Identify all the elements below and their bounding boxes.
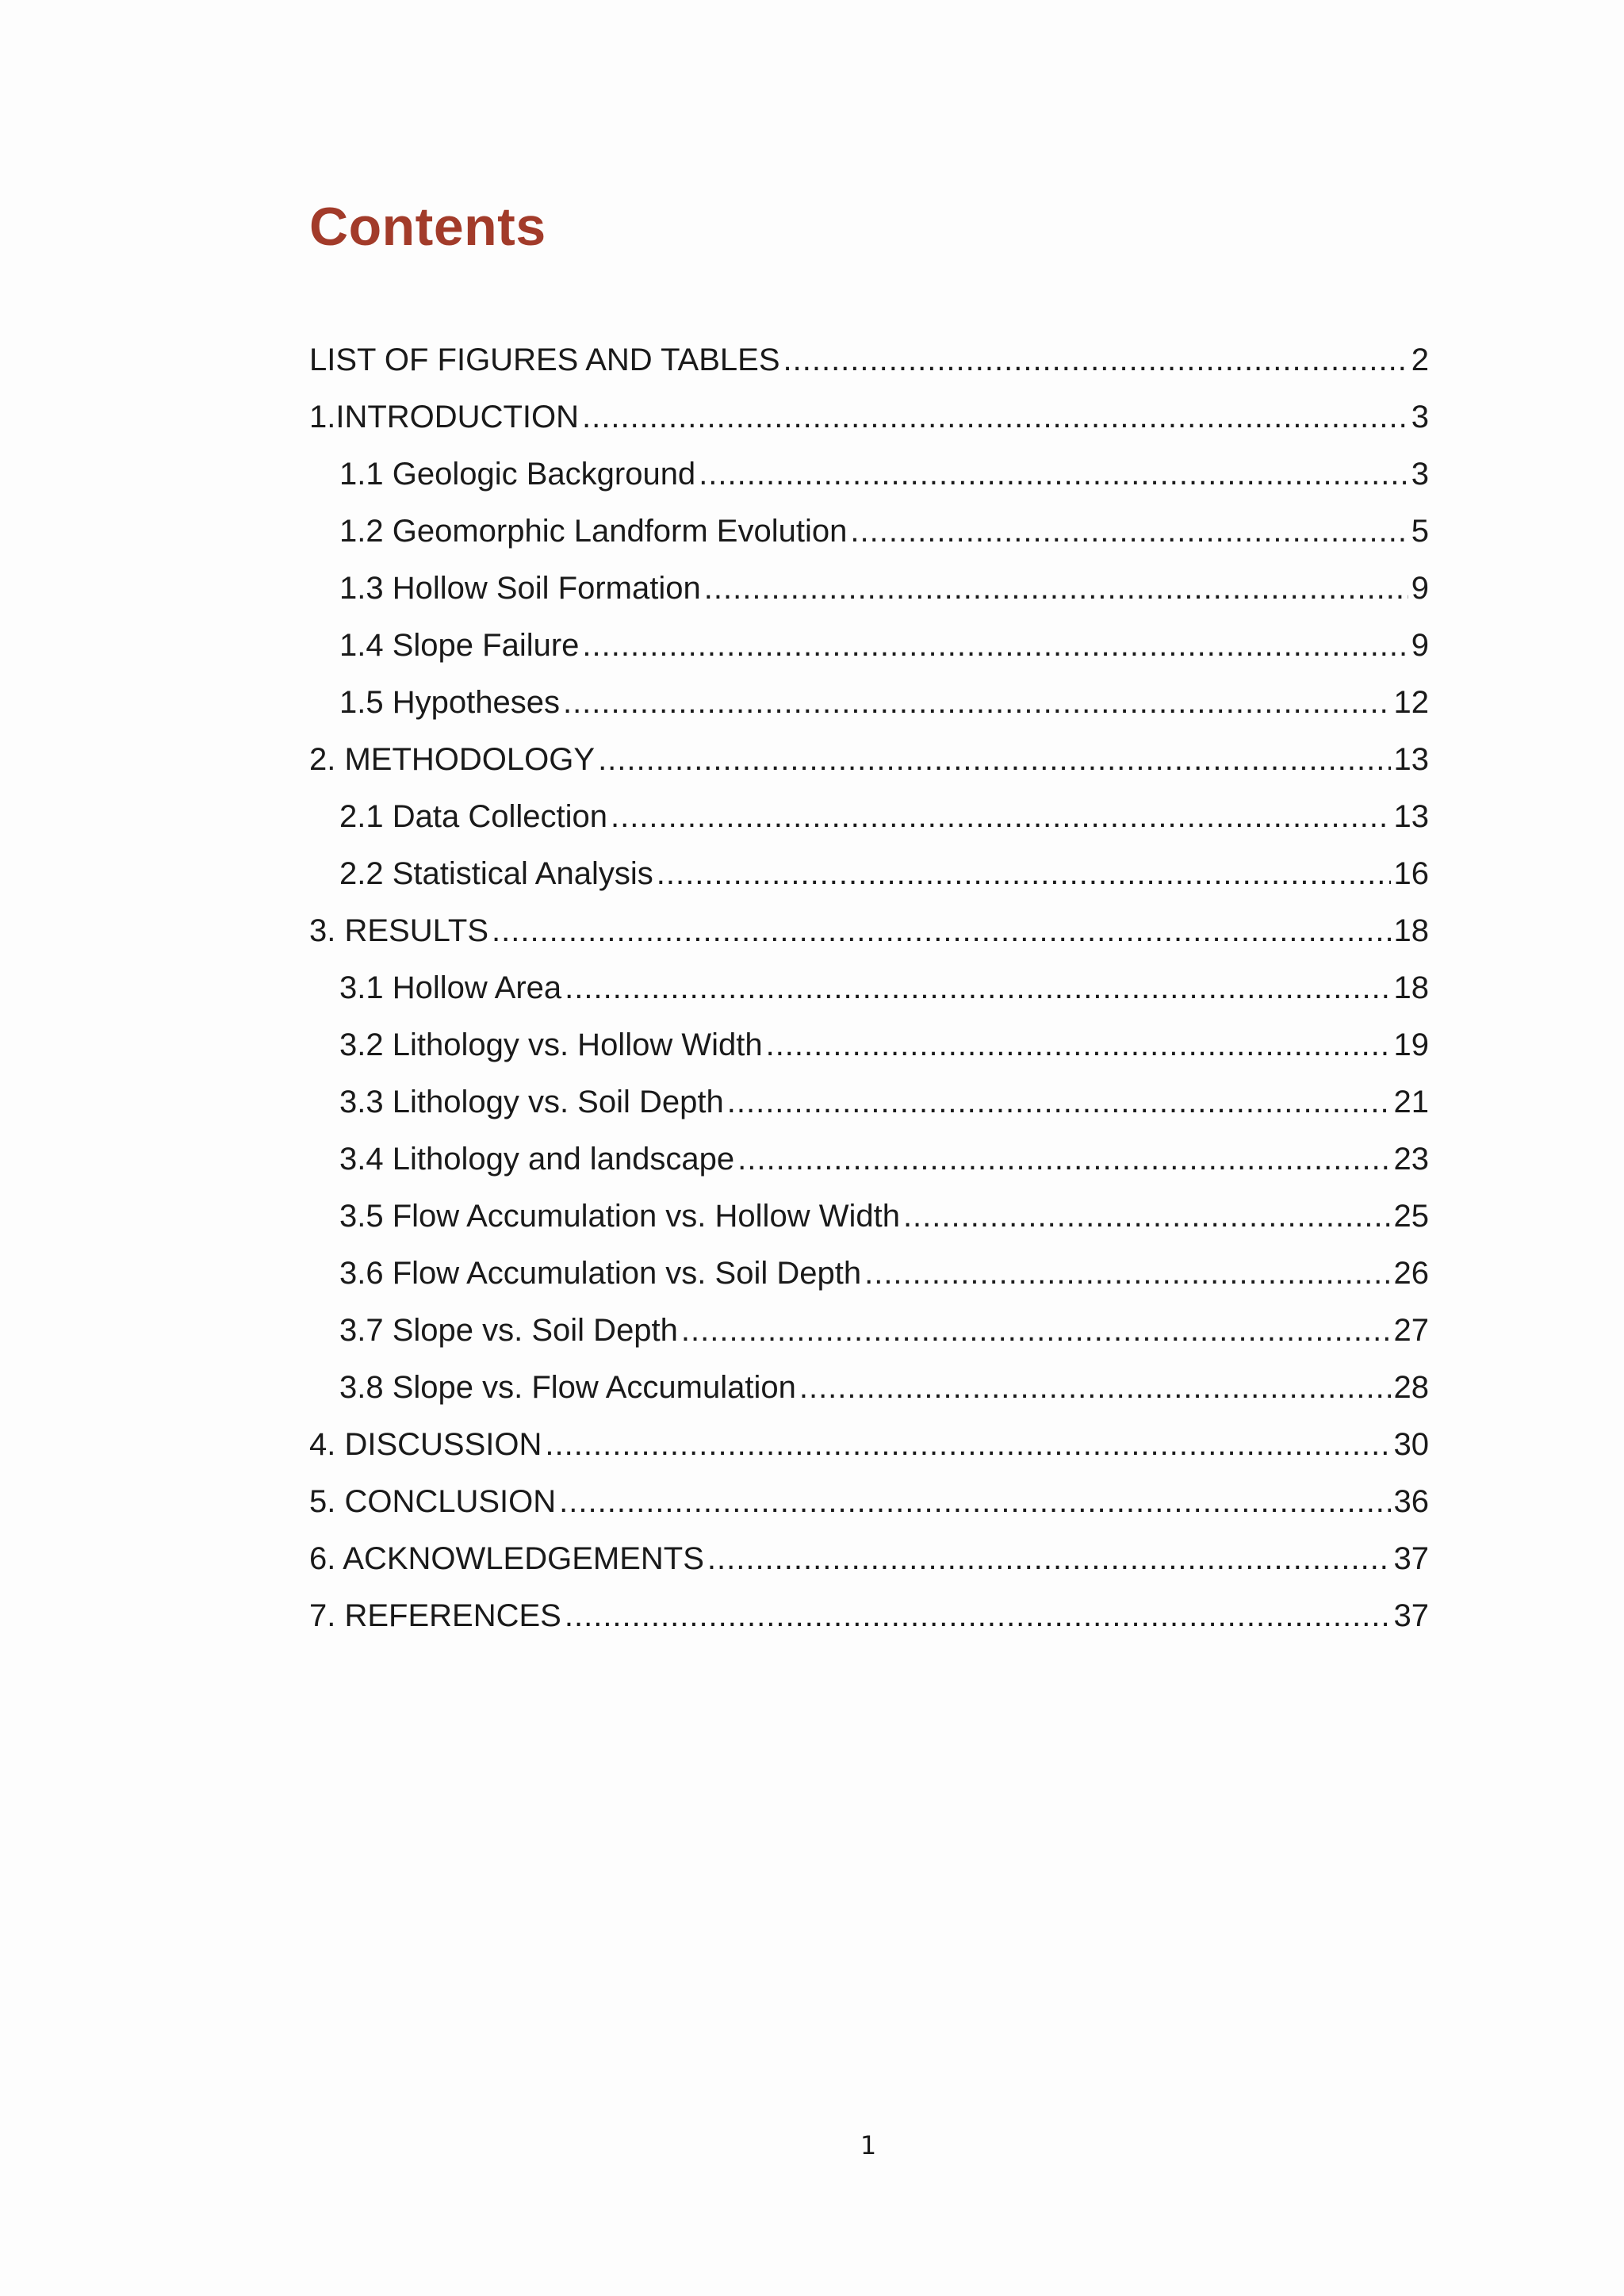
toc-entry[interactable] [309,446,1429,503]
toc-entry-label: 3. RESULTS [309,913,488,948]
toc-dot-leader [545,1416,1390,1473]
toc-entry[interactable] [309,331,1429,388]
toc-entry-label: 2.1 Data Collection [339,799,607,834]
toc-entry[interactable] [309,1530,1429,1587]
toc-entry-page: 37 [1393,1598,1429,1633]
toc-entry[interactable] [309,1073,1429,1131]
toc-entry-page: 27 [1393,1313,1429,1348]
toc-entry-page: 2 [1411,342,1429,377]
toc-entry-page: 30 [1393,1427,1429,1462]
toc-entry[interactable] [309,1245,1429,1302]
toc-entry-label: INTRODUCTION [335,400,579,434]
toc-entry-page: 28 [1393,1370,1429,1405]
toc-dot-leader [864,1245,1390,1302]
toc-entry[interactable] [309,1416,1429,1473]
toc-entry-page: 37 [1393,1541,1429,1576]
toc-dot-leader [582,617,1408,674]
toc-entry-label: 3.6 Flow Accumulation vs. Soil Depth [339,1256,862,1291]
toc-entry[interactable] [309,845,1429,902]
toc-entry[interactable] [309,1473,1429,1530]
toc-entry[interactable] [309,1359,1429,1416]
toc-entry[interactable] [309,731,1429,788]
toc-entry-page: 36 [1393,1484,1429,1519]
toc-dot-leader [582,388,1408,446]
toc-dot-leader [737,1131,1390,1188]
toc-entry-label: 2.2 Statistical Analysis [339,856,653,891]
toc-entry[interactable] [309,1587,1429,1644]
contents-heading: Contents [309,197,546,257]
toc-entry[interactable] [309,503,1429,560]
toc-entry-number: 1. [309,400,336,434]
toc-entry-label: 3.8 Slope vs. Flow Accumulation [339,1370,796,1405]
toc-entry-page: 5 [1411,514,1429,549]
toc-dot-leader [657,845,1391,902]
toc-entry-label: 2. METHODOLOGY [309,742,596,777]
toc-entry-label: 3.1 Hollow Area [339,970,562,1005]
toc-dot-leader [559,1473,1390,1530]
toc-entry-page: 21 [1393,1085,1429,1119]
toc-dot-leader [611,788,1391,845]
toc-entry[interactable] [309,1188,1429,1245]
toc-entry-label: 3.2 Lithology vs. Hollow Width [339,1027,763,1062]
toc-entry-page: 18 [1393,913,1429,948]
toc-dot-leader [727,1073,1391,1131]
toc-entry-label: 1.1 Geologic Background [339,457,696,492]
toc-entry[interactable] [309,1302,1429,1359]
toc-entry-page: 13 [1393,799,1429,834]
toc-dot-leader [783,331,1408,388]
toc-entry-page: 9 [1411,571,1429,606]
toc-entry[interactable] [309,1016,1429,1073]
toc-entry[interactable] [309,1131,1429,1188]
toc-entry-label: 1.5 Hypotheses [339,685,560,720]
toc-entry-label: LIST OF FIGURES AND TABLES [309,342,780,377]
toc-entry-page: 13 [1393,742,1429,777]
toc-dot-leader [699,446,1408,503]
toc-entry-label: 1.3 Hollow Soil Formation [339,571,701,606]
toc-entry-label: 3.5 Flow Accumulation vs. Hollow Width [339,1199,900,1234]
toc-entry[interactable] [309,617,1429,674]
toc-entry-label: 1.2 Geomorphic Landform Evolution [339,514,848,549]
toc-dot-leader [903,1188,1391,1245]
toc-entry-label: 7. REFERENCES [309,1598,561,1633]
toc-entry[interactable] [309,560,1429,617]
toc-dot-leader [766,1016,1391,1073]
toc-entry-label: 5. CONCLUSION [309,1484,557,1519]
toc-dot-leader [565,959,1390,1016]
toc-dot-leader [563,674,1391,731]
toc-entry-page: 23 [1393,1142,1429,1177]
toc-entry[interactable] [309,959,1429,1016]
toc-dot-leader [707,1530,1391,1587]
toc-entry[interactable] [309,674,1429,731]
toc-dot-leader [598,731,1390,788]
toc-entry-label: 3.7 Slope vs. Soil Depth [339,1313,678,1348]
toc-dot-leader [799,1359,1391,1416]
toc-entry-label: 3.4 Lithology and landscape [339,1142,735,1177]
table-of-contents [309,331,1429,1644]
toc-dot-leader [681,1302,1391,1359]
toc-entry-page: 12 [1393,685,1429,720]
toc-entry-page: 26 [1393,1256,1429,1291]
toc-entry-page: 3 [1411,457,1429,492]
toc-dot-leader [850,503,1408,560]
toc-entry[interactable] [309,388,1429,446]
toc-entry-page: 3 [1411,400,1429,434]
toc-entry-label: 1.4 Slope Failure [339,628,580,663]
toc-entry-label: 6. ACKNOWLEDGEMENTS [309,1541,704,1576]
toc-entry-page: 18 [1393,970,1429,1005]
toc-entry-page: 16 [1393,856,1429,891]
toc-entry[interactable] [309,902,1429,959]
toc-entry-page: 19 [1393,1027,1429,1062]
toc-entry[interactable] [309,788,1429,845]
toc-entry-label: 4. DISCUSSION [309,1427,542,1462]
page-number: 1 [860,2130,877,2160]
toc-dot-leader [565,1587,1391,1644]
toc-dot-leader [704,560,1408,617]
toc-entry-page: 25 [1393,1199,1429,1234]
toc-entry-page: 9 [1411,628,1429,663]
toc-dot-leader [492,902,1391,959]
toc-entry-label: 3.3 Lithology vs. Soil Depth [339,1085,724,1119]
